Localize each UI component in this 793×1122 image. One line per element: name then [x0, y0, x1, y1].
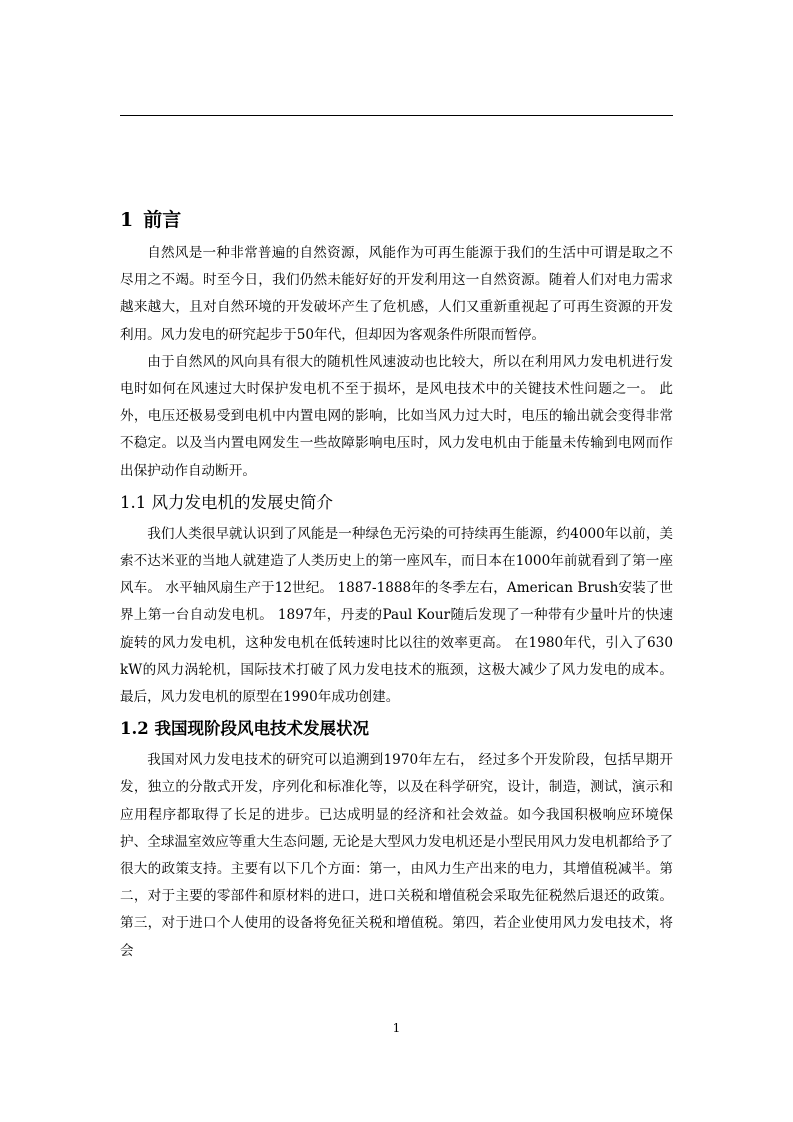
page-number: 1	[392, 1021, 401, 1035]
header-rule	[120, 115, 673, 116]
section-title: 前言	[143, 209, 182, 231]
subsection-heading-1-1: 1.1 风力发电机的发展史简介	[120, 492, 333, 512]
paragraph: 由于自然风的风向具有很大的随机性风速波动也比较大，所以在利用风力发电机进行发电时如何在风速过大时保护发电机不至于损坏，是风电技术中的关键技术性问题之一。 此外，电压还极易受到电机中内置电网的影响，比如当风力过大时，电压的输出就会变得非常不稳定。以及当内置电网发生一些故障影响电压时，风力发电机由于能量未传输到电网而作出保护动作自动断开。	[120, 353, 673, 479]
paragraph: 自然风是一种非常普遍的自然资源，风能作为可再生能源于我们的生活中可谓是取之不尽用之不竭。时至今日，我们仍然未能好好的开发利用这一自然资源。随着人们对电力需求越来越大，且对自然环境的开发破坏产生了危机感，人们又重新重视起了可再生资源的开发利用。风力发电的研究起步于50年代，但却因为客观条件所限而暂停。	[120, 245, 673, 343]
section-heading-1	[120, 206, 673, 234]
paragraph: 我们人类很早就认识到了风能是一种绿色无污染的可持续再生能源，约4000年以前，美索不达米亚的当地人就建造了人类历史上的第一座风车，而日本在1000年前就看到了第一座风车。 水平轴风扇生产于12世纪。 1887-1888年的冬季左右，American Brush安装了世界上第一台自动发电机。 1897年，丹麦的Paul Kour随后发现了一种带有少量叶片的快速旋转的风力发电机，这种发电机在低转速时比以往的效率更高。 在1980年代，引入了630 kW的风力涡轮机，国际技术打破了风力发电技术的瓶颈，这极大减少了风力发电的成本。 最后，风力发电机的原型在1990年成功创建。	[120, 525, 673, 706]
page-content	[120, 200, 673, 965]
subsection-heading-1-2: 1.2 我国现阶段风电技术发展状况	[120, 719, 369, 739]
paragraph: 我国对风力发电技术的研究可以追溯到1970年左右， 经过多个开发阶段，包括早期开发，独立的分散式开发，序列化和标准化等，以及在科学研究，设计，制造，测试，演示和应用程序都取得了长足的进步。已达成明显的经济和社会效益。如今我国积极响应环境保护、全球温室效应等重大生态问题, 无论是大型风力发电机还是小型民用风力发电机都给予了很大的政策支持。主要有以下几个方面：第一，由风力生产出来的电力，其增值税减半。第二，对于主要的零部件和原材料的进口，进口关税和增值税会采取先征税然后退还的政策。第三，对于进口个人使用的设备将免征关税和增值税。第四，若企业使用风力发电技术，将会	[120, 752, 673, 959]
section-number: 1	[120, 209, 134, 231]
